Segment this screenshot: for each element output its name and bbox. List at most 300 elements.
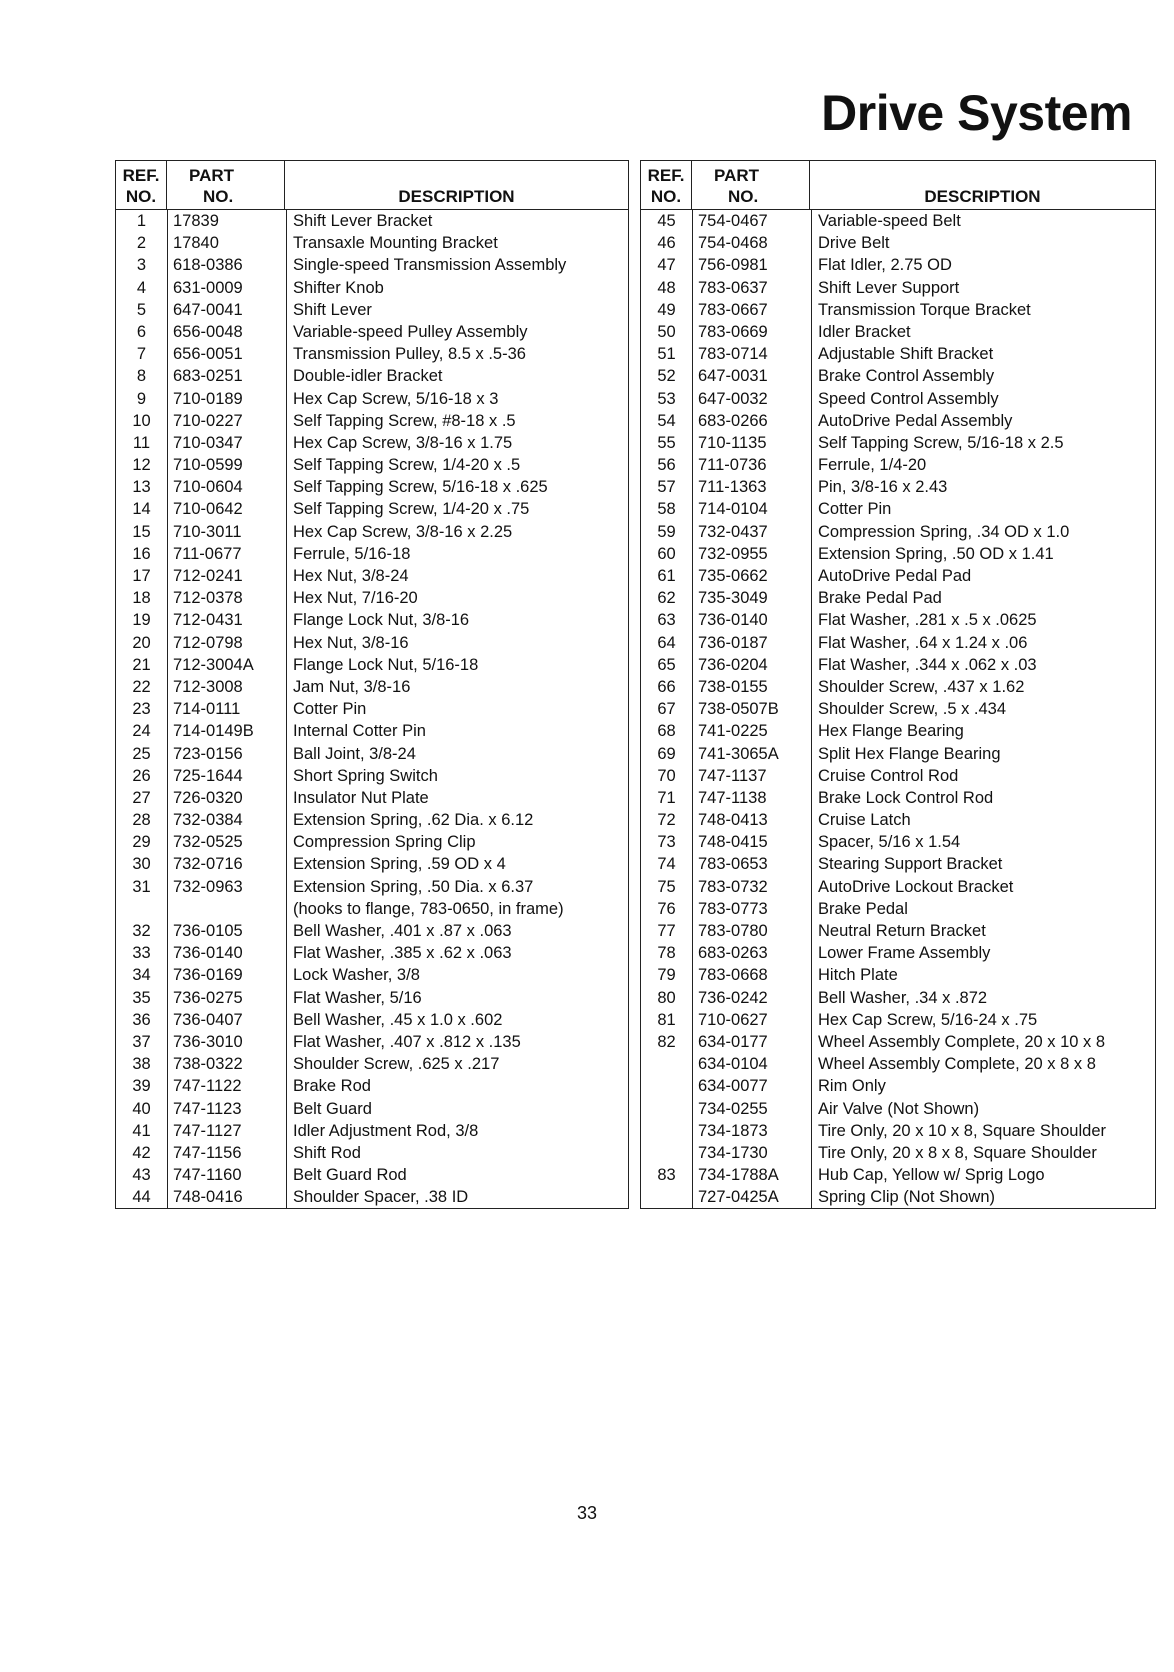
- ref-no-cell: 63: [657, 611, 676, 630]
- description-cell: Tire Only, 20 x 8 x 8, Square Shoulder: [818, 1143, 1097, 1162]
- description-cell: Shift Rod: [293, 1143, 361, 1162]
- ref-no-cell: 54: [657, 411, 676, 430]
- part-no-cell: 738-0155: [698, 677, 768, 696]
- ref-no-cell: 24: [132, 722, 151, 741]
- ref-no-cell: 18: [132, 589, 151, 608]
- part-header-line2: NO.: [203, 187, 234, 206]
- ref-no-cell: 13: [132, 478, 151, 497]
- part-no-cell: 634-0077: [698, 1077, 768, 1096]
- part-no-cell: 747-1127: [173, 1121, 242, 1140]
- part-no-cell: 618-0386: [173, 256, 243, 275]
- ref-no-cell: 25: [132, 744, 151, 763]
- part-no-cell: 711-0736: [698, 456, 767, 475]
- description-cell: Shifter Knob: [293, 278, 384, 297]
- part-no-cell: 738-0322: [173, 1055, 243, 1074]
- part-no-cell: 710-0599: [173, 456, 243, 475]
- description-cell: Cotter Pin: [293, 700, 367, 719]
- part-no-cell: 754-0468: [698, 234, 768, 253]
- part-no-cell: 747-1156: [173, 1143, 242, 1162]
- description-cell: Brake Lock Control Rod: [818, 788, 994, 807]
- ref-no-cell: 43: [132, 1166, 151, 1185]
- ref-header-line2: NO.: [125, 187, 157, 206]
- ref-no-cell: 36: [132, 1010, 151, 1029]
- description-cell: Ball Joint, 3/8-24: [293, 744, 416, 763]
- part-no-cell: 783-0668: [698, 966, 768, 985]
- description-cell: Drive Belt: [818, 234, 890, 253]
- ref-no-cell: 11: [132, 433, 151, 452]
- part-no-cell: 736-0140: [173, 944, 243, 963]
- part-no-cell: 647-0031: [698, 367, 768, 386]
- ref-no-cell: 37: [132, 1032, 151, 1051]
- description-cell: Flat Washer, .64 x 1.24 x .06: [818, 633, 1028, 652]
- description-cell: Variable-speed Belt: [818, 212, 961, 230]
- description-cell: Flat Washer, .281 x .5 x .0625: [818, 611, 1037, 630]
- ref-no-cell: 17: [132, 567, 151, 585]
- part-no-cell: 647-0041: [173, 300, 243, 319]
- part-no-cell: 736-0187: [698, 633, 768, 652]
- part-no-cell: 726-0320: [173, 788, 243, 807]
- page-number: 33: [576, 1503, 598, 1523]
- description-cell: Extension Spring, .50 Dia. x 6.37: [293, 877, 534, 896]
- ref-column: [116, 210, 168, 1208]
- description-cell: Jam Nut, 3/8-16: [293, 677, 411, 696]
- description-cell: Brake Pedal: [818, 899, 908, 918]
- ref-no-cell: 4: [136, 278, 147, 297]
- description-cell: Extension Spring, .62 Dia. x 6.12: [293, 811, 534, 830]
- parts-table-left: [115, 160, 629, 1209]
- ref-no-cell: 42: [132, 1143, 151, 1162]
- part-no-cell: 747-1138: [698, 788, 767, 807]
- part-no-cell: 683-0266: [698, 411, 768, 430]
- description-column: [812, 210, 1155, 1208]
- part-no-cell: 712-0378: [173, 589, 243, 608]
- ref-no-cell: 65: [657, 655, 676, 674]
- ref-no-cell: 28: [132, 811, 151, 830]
- part-no-cell: 712-0431: [173, 611, 243, 630]
- ref-no-cell: [641, 1186, 692, 1208]
- description-cell: Adjustable Shift Bracket: [818, 345, 994, 364]
- part-no-cell: 783-0637: [698, 278, 768, 297]
- ref-no-cell: 39: [132, 1077, 151, 1096]
- description-cell: Compression Spring, .34 OD x 1.0: [818, 522, 1070, 541]
- part-no-cell: 17840: [173, 234, 219, 253]
- ref-no-cell: 50: [657, 322, 676, 341]
- ref-no-cell: 29: [132, 833, 151, 852]
- ref-no-cell: 27: [132, 788, 151, 807]
- part-no-cell: 783-0669: [698, 322, 768, 341]
- ref-no-header: [641, 161, 692, 209]
- ref-no-cell: 72: [657, 811, 676, 830]
- description-cell: Transmission Torque Bracket: [818, 300, 1031, 319]
- description-cell: Lock Washer, 3/8: [293, 966, 420, 985]
- part-no-cell: 736-0407: [173, 1010, 243, 1029]
- description-cell: Single-speed Transmission Assembly: [293, 256, 567, 275]
- ref-no-cell: 70: [657, 766, 676, 785]
- part-header-line1: PART: [189, 166, 235, 185]
- description-cell: Air Valve (Not Shown): [818, 1099, 980, 1118]
- ref-no-cell: 81: [657, 1010, 676, 1029]
- ref-header-line1: REF.: [122, 166, 160, 185]
- description-cell: Self Tapping Screw, 1/4-20 x .5: [293, 456, 521, 475]
- description-cell: Bell Washer, .401 x .87 x .063: [293, 922, 512, 940]
- part-column: [693, 210, 812, 1208]
- part-column: [168, 210, 287, 1208]
- description-cell: Tire Only, 20 x 10 x 8, Square Shoulder: [818, 1121, 1106, 1140]
- description-cell: AutoDrive Pedal Assembly: [818, 411, 1013, 430]
- description-cell: Shoulder Screw, .437 x 1.62: [818, 677, 1025, 696]
- description-cell: (hooks to flange, 783-0650, in frame): [293, 899, 564, 918]
- ref-no-cell: 74: [657, 855, 676, 874]
- description-cell: Ferrule, 1/4-20: [818, 456, 927, 475]
- description-cell: Transmission Pulley, 8.5 x .5-36: [293, 345, 526, 364]
- description-cell: Hex Cap Screw, 3/8-16 x 1.75: [293, 433, 513, 452]
- ref-no-cell: 23: [132, 700, 151, 719]
- description-cell: Self Tapping Screw, 1/4-20 x .75: [293, 500, 530, 519]
- description-cell: Self Tapping Screw, #8-18 x .5: [293, 411, 516, 430]
- ref-column: [641, 210, 693, 1208]
- description-cell: Ferrule, 5/16-18: [293, 544, 411, 563]
- ref-no-cell: 14: [132, 500, 151, 519]
- part-no-cell: 710-1135: [698, 433, 767, 452]
- part-no-cell: 732-0384: [173, 811, 243, 830]
- description-cell: Extension Spring, .50 OD x 1.41: [818, 544, 1054, 563]
- description-cell: Bell Washer, .34 x .872: [818, 988, 988, 1007]
- description-cell: Flange Lock Nut, 5/16-18: [293, 655, 479, 674]
- ref-no-cell: 62: [657, 589, 676, 608]
- description-cell: Cruise Latch: [818, 811, 911, 830]
- description-cell: Double-idler Bracket: [293, 367, 443, 386]
- ref-no-cell: 5: [136, 300, 147, 319]
- ref-no-cell: 16: [132, 544, 151, 563]
- description-cell: Flat Washer, .344 x .062 x .03: [818, 655, 1037, 674]
- part-no-cell: 656-0051: [173, 345, 243, 364]
- part-no-header: [692, 161, 810, 209]
- part-no-header: [167, 161, 285, 209]
- part-no-cell: 710-0227: [173, 411, 243, 430]
- part-no-cell: 656-0048: [173, 322, 243, 341]
- part-no-cell: 736-0105: [173, 922, 243, 940]
- ref-header-line1: REF.: [647, 166, 685, 185]
- description-cell: Belt Guard: [293, 1099, 372, 1118]
- part-no-cell: 747-1123: [173, 1099, 242, 1118]
- ref-no-cell: 83: [657, 1166, 676, 1185]
- ref-no-cell: 49: [657, 300, 676, 319]
- ref-no-cell: 38: [132, 1055, 151, 1074]
- part-no-cell: 732-0963: [173, 877, 243, 896]
- part-no-cell: 783-0714: [698, 345, 768, 364]
- part-no-cell: 735-3049: [698, 589, 768, 608]
- part-no-cell: [168, 898, 286, 920]
- description-cell: Hub Cap, Yellow w/ Sprig Logo: [818, 1166, 1045, 1185]
- ref-no-cell: 8: [136, 367, 147, 386]
- part-no-cell: 736-0204: [698, 655, 768, 674]
- part-no-cell: 732-0437: [698, 522, 768, 541]
- part-no-cell: 710-3011: [173, 522, 242, 541]
- description-header: [810, 161, 1155, 209]
- part-no-cell: 783-0773: [698, 899, 768, 918]
- description-cell: Stearing Support Bracket: [818, 855, 1003, 874]
- ref-no-cell: 77: [657, 922, 676, 940]
- part-no-cell: 732-0955: [698, 544, 768, 563]
- description-cell: Short Spring Switch: [293, 766, 438, 785]
- part-no-cell: 647-0032: [698, 389, 768, 408]
- description-cell: Cruise Control Rod: [818, 766, 959, 785]
- part-no-cell: 710-0189: [173, 389, 243, 408]
- description-cell: Hex Nut, 3/8-24: [293, 567, 409, 585]
- part-no-cell: 738-0507B: [698, 700, 779, 719]
- description-cell: Hex Cap Screw, 5/16-24 x .75: [818, 1010, 1038, 1029]
- ref-no-cell: 33: [132, 944, 151, 963]
- part-no-cell: 712-0798: [173, 633, 243, 652]
- ref-no-cell: 78: [657, 944, 676, 963]
- description-cell: AutoDrive Lockout Bracket: [818, 877, 1014, 896]
- part-no-cell: 736-0140: [698, 611, 768, 630]
- ref-no-cell: 35: [132, 988, 151, 1007]
- part-no-cell: 725-1644: [173, 766, 243, 785]
- description-cell: Pin, 3/8-16 x 2.43: [818, 478, 948, 497]
- description-cell: Hitch Plate: [818, 966, 898, 985]
- ref-no-cell: 30: [132, 855, 151, 874]
- ref-no-cell: 80: [657, 988, 676, 1007]
- description-cell: Self Tapping Screw, 5/16-18 x 2.5: [818, 433, 1064, 452]
- part-no-cell: 734-1730: [698, 1143, 768, 1162]
- part-no-cell: 710-0604: [173, 478, 243, 497]
- description-cell: Shift Lever Bracket: [293, 212, 433, 230]
- part-no-cell: 734-1873: [698, 1121, 768, 1140]
- description-cell: Variable-speed Pulley Assembly: [293, 322, 528, 341]
- description-cell: Flat Washer, 5/16: [293, 988, 422, 1007]
- part-no-cell: 631-0009: [173, 278, 243, 297]
- part-no-cell: 734-0255: [698, 1099, 768, 1118]
- description-cell: Neutral Return Bracket: [818, 922, 986, 940]
- part-no-cell: 741-3065A: [698, 744, 779, 763]
- ref-no-cell: 79: [657, 966, 676, 985]
- description-cell: Idler Adjustment Rod, 3/8: [293, 1121, 479, 1140]
- ref-no-cell: 61: [657, 567, 676, 585]
- table-body: [116, 210, 628, 1208]
- part-no-cell: 747-1160: [173, 1166, 242, 1185]
- ref-no-cell: 10: [132, 411, 151, 430]
- description-header-text: DESCRIPTION: [924, 187, 1041, 206]
- table-header: [641, 161, 1155, 210]
- part-no-cell: 714-0149B: [173, 722, 254, 741]
- description-cell: Hex Nut, 3/8-16: [293, 633, 409, 652]
- ref-no-cell: 19: [132, 611, 151, 630]
- description-cell: Internal Cotter Pin: [293, 722, 426, 741]
- part-no-cell: 17839: [173, 212, 219, 230]
- ref-no-cell: 69: [657, 744, 676, 763]
- ref-header-line2: NO.: [650, 187, 682, 206]
- part-header-line1: PART: [714, 166, 760, 185]
- ref-no-cell: 12: [132, 456, 151, 475]
- description-column: [287, 210, 628, 1208]
- ref-no-cell: 75: [657, 877, 676, 896]
- ref-no-cell: 41: [132, 1121, 151, 1140]
- ref-no-cell: 66: [657, 677, 676, 696]
- part-no-cell: 732-0525: [173, 833, 243, 852]
- description-cell: Self Tapping Screw, 5/16-18 x .625: [293, 478, 548, 497]
- description-cell: Brake Rod: [293, 1077, 371, 1096]
- part-no-cell: 683-0251: [173, 367, 243, 386]
- part-no-cell: 741-0225: [698, 722, 768, 741]
- ref-no-cell: 26: [132, 766, 151, 785]
- ref-no-header: [116, 161, 167, 209]
- ref-no-cell: 21: [132, 655, 151, 674]
- ref-no-cell: 22: [132, 677, 151, 696]
- ref-no-cell: 20: [132, 633, 151, 652]
- ref-no-cell: 2: [136, 234, 147, 253]
- ref-no-cell: 82: [657, 1032, 676, 1051]
- description-cell: Spring Clip (Not Shown): [818, 1188, 995, 1207]
- ref-no-cell: 7: [136, 345, 147, 364]
- description-cell: Flat Washer, .385 x .62 x .063: [293, 944, 512, 963]
- description-cell: Brake Pedal Pad: [818, 589, 942, 608]
- ref-no-cell: 57: [657, 478, 676, 497]
- description-cell: Transaxle Mounting Bracket: [293, 234, 498, 253]
- ref-no-cell: 52: [657, 367, 676, 386]
- ref-no-cell: 32: [132, 922, 151, 940]
- part-no-cell: 683-0263: [698, 944, 768, 963]
- description-header-text: DESCRIPTION: [398, 187, 515, 206]
- ref-no-cell: 1: [136, 212, 147, 230]
- part-no-cell: 714-0104: [698, 500, 768, 519]
- description-cell: Spacer, 5/16 x 1.54: [818, 833, 961, 852]
- part-no-cell: 727-0425A: [698, 1188, 779, 1207]
- description-cell: Belt Guard Rod: [293, 1166, 407, 1185]
- ref-no-cell: 34: [132, 966, 151, 985]
- ref-no-cell: 9: [136, 389, 147, 408]
- description-cell: Flange Lock Nut, 3/8-16: [293, 611, 470, 630]
- description-cell: Insulator Nut Plate: [293, 788, 429, 807]
- ref-no-cell: 53: [657, 389, 676, 408]
- part-no-cell: 723-0156: [173, 744, 243, 763]
- part-no-cell: 748-0413: [698, 811, 768, 830]
- ref-no-cell: [641, 1098, 692, 1120]
- ref-no-cell: 40: [132, 1099, 151, 1118]
- part-no-cell: 736-3010: [173, 1032, 243, 1051]
- description-cell: Idler Bracket: [818, 322, 911, 341]
- part-no-cell: 710-0642: [173, 500, 243, 519]
- ref-no-cell: 76: [657, 899, 676, 918]
- ref-no-cell: [641, 1053, 692, 1075]
- part-header-line2: NO.: [728, 187, 759, 206]
- description-cell: Shoulder Spacer, .38 ID: [293, 1188, 469, 1207]
- part-no-cell: 734-1788A: [698, 1166, 779, 1185]
- description-cell: Hex Cap Screw, 3/8-16 x 2.25: [293, 522, 513, 541]
- ref-no-cell: 64: [657, 633, 676, 652]
- part-no-cell: 756-0981: [698, 256, 768, 275]
- description-header: [285, 161, 628, 209]
- description-cell: Hex Nut, 7/16-20: [293, 589, 418, 608]
- part-no-cell: 711-1363: [698, 478, 767, 497]
- ref-no-cell: [641, 1142, 692, 1164]
- ref-no-cell: 55: [657, 433, 676, 452]
- ref-no-cell: 60: [657, 544, 676, 563]
- ref-no-cell: 6: [136, 322, 147, 341]
- ref-no-cell: 48: [657, 278, 676, 297]
- ref-no-cell: 59: [657, 522, 676, 541]
- part-no-cell: 736-0169: [173, 966, 243, 985]
- description-cell: Rim Only: [818, 1077, 886, 1096]
- part-no-cell: 710-0627: [698, 1010, 768, 1029]
- part-no-cell: 783-0780: [698, 922, 768, 940]
- part-no-cell: 748-0416: [173, 1188, 243, 1207]
- page-title: Drive System: [821, 85, 1132, 141]
- part-no-cell: 736-0275: [173, 988, 243, 1007]
- description-cell: Split Hex Flange Bearing: [818, 744, 1001, 763]
- description-cell: AutoDrive Pedal Pad: [818, 567, 972, 585]
- part-no-cell: 732-0716: [173, 855, 243, 874]
- ref-no-cell: 47: [657, 256, 676, 275]
- part-no-cell: 712-3004A: [173, 655, 254, 674]
- part-no-cell: 714-0111: [173, 700, 241, 719]
- part-no-cell: 747-1137: [698, 766, 767, 785]
- description-cell: Speed Control Assembly: [818, 389, 999, 408]
- description-cell: Cotter Pin: [818, 500, 892, 519]
- part-no-cell: 712-3008: [173, 677, 243, 696]
- part-no-cell: 735-0662: [698, 567, 768, 585]
- ref-no-cell: 51: [657, 345, 676, 364]
- parts-table-right: [640, 160, 1156, 1209]
- description-cell: Shoulder Screw, .5 x .434: [818, 700, 1007, 719]
- ref-no-cell: 46: [657, 234, 676, 253]
- ref-no-cell: 56: [657, 456, 676, 475]
- ref-no-cell: [641, 1120, 692, 1142]
- description-cell: Hex Cap Screw, 5/16-18 x 3: [293, 389, 499, 408]
- description-cell: Compression Spring Clip: [293, 833, 476, 852]
- ref-no-cell: [116, 898, 167, 920]
- ref-no-cell: 58: [657, 500, 676, 519]
- description-cell: Hex Flange Bearing: [818, 722, 964, 741]
- ref-no-cell: 71: [657, 788, 676, 807]
- ref-no-cell: 31: [132, 877, 151, 896]
- ref-no-cell: 67: [657, 700, 676, 719]
- part-no-cell: 710-0347: [173, 433, 243, 452]
- ref-no-cell: 73: [657, 833, 676, 852]
- part-no-cell: 736-0242: [698, 988, 768, 1007]
- table-body: [641, 210, 1155, 1208]
- part-no-cell: 748-0415: [698, 833, 768, 852]
- part-no-cell: 747-1122: [173, 1077, 242, 1096]
- description-cell: Bell Washer, .45 x 1.0 x .602: [293, 1010, 503, 1029]
- part-no-cell: 783-0653: [698, 855, 768, 874]
- part-no-cell: 783-0732: [698, 877, 768, 896]
- ref-no-cell: 44: [132, 1188, 151, 1207]
- ref-no-cell: 68: [657, 722, 676, 741]
- part-no-cell: 712-0241: [173, 567, 243, 585]
- description-cell: Wheel Assembly Complete, 20 x 10 x 8: [818, 1032, 1106, 1051]
- description-cell: Wheel Assembly Complete, 20 x 8 x 8: [818, 1055, 1096, 1074]
- ref-no-cell: 3: [136, 256, 147, 275]
- ref-no-cell: [641, 1075, 692, 1097]
- description-cell: Flat Idler, 2.75 OD: [818, 256, 952, 275]
- description-cell: Shoulder Screw, .625 x .217: [293, 1055, 500, 1074]
- part-no-cell: 634-0177: [698, 1032, 768, 1051]
- description-cell: Shift Lever Support: [818, 278, 960, 297]
- description-cell: Flat Washer, .407 x .812 x .135: [293, 1032, 521, 1051]
- part-no-cell: 754-0467: [698, 212, 768, 230]
- description-cell: Brake Control Assembly: [818, 367, 995, 386]
- ref-no-cell: 45: [657, 212, 676, 230]
- description-cell: Shift Lever: [293, 300, 372, 319]
- part-no-cell: 711-0677: [173, 544, 242, 563]
- part-no-cell: 634-0104: [698, 1055, 768, 1074]
- part-no-cell: 783-0667: [698, 300, 768, 319]
- table-header: [116, 161, 628, 210]
- ref-no-cell: 15: [132, 522, 151, 541]
- description-cell: Lower Frame Assembly: [818, 944, 991, 963]
- description-cell: Extension Spring, .59 OD x 4: [293, 855, 506, 874]
